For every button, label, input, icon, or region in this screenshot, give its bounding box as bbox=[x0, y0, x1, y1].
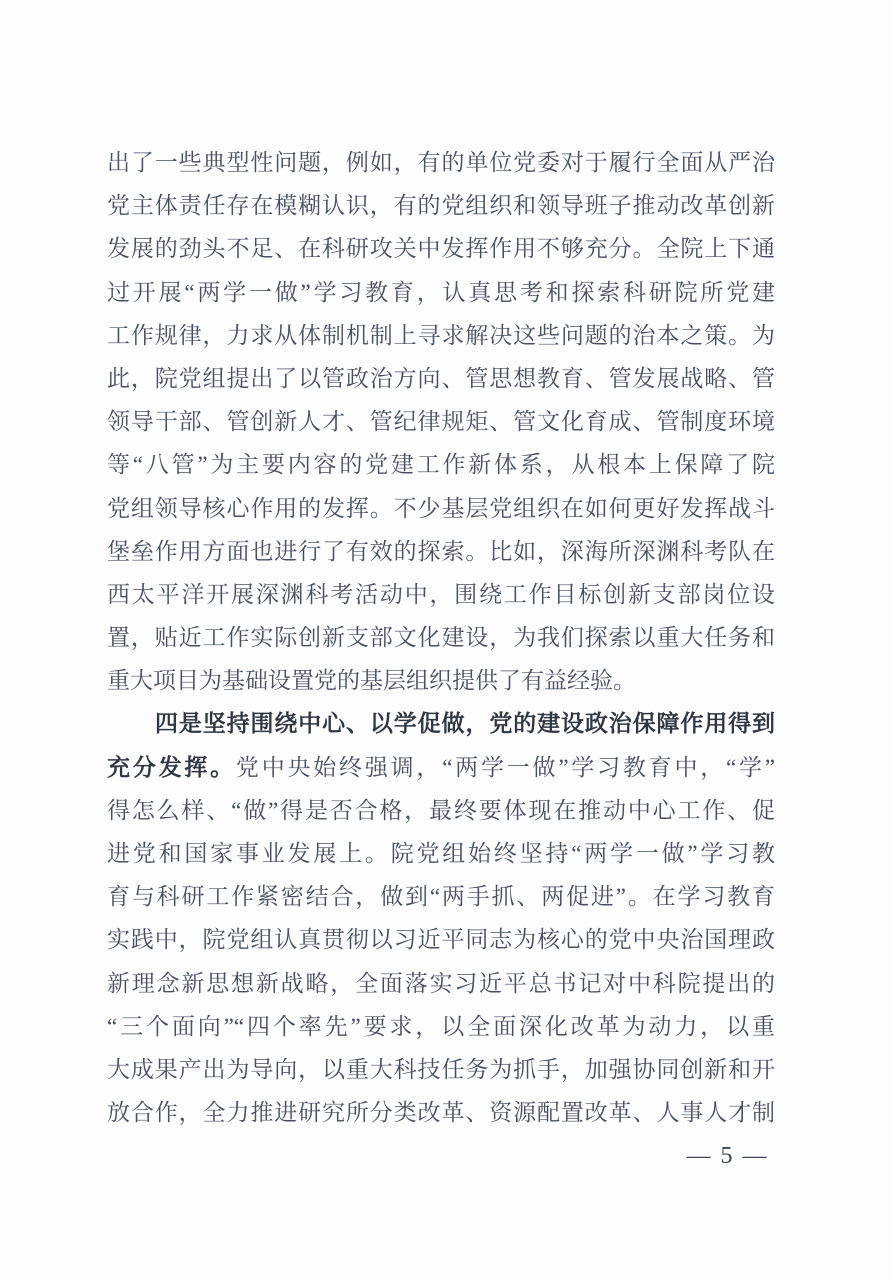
page-number: — 5 — bbox=[686, 1143, 769, 1169]
text-line bbox=[107, 616, 775, 659]
text-segment: 实践中，院党组认真贯彻以习近平同志为核心的党中央治国理政 bbox=[107, 927, 775, 953]
text-line bbox=[107, 832, 775, 875]
text-segment: 工作规律，力求从体制机制上寻求解决这些问题的治本之策。为 bbox=[107, 322, 775, 348]
text-line bbox=[107, 271, 775, 314]
text-line bbox=[107, 227, 775, 270]
text-segment: 放合作，全力推进研究所分类改革、资源配置改革、人事人才制 bbox=[107, 1100, 775, 1126]
text-line bbox=[107, 487, 775, 530]
text-line bbox=[107, 314, 775, 357]
text-segment: 大成果产出为导向，以重大科技任务为抓手，加强协同创新和开 bbox=[107, 1056, 775, 1082]
text-segment: 党组领导核心作用的发挥。不少基层党组织在如何更好发挥战斗 bbox=[107, 495, 775, 521]
text-line bbox=[107, 918, 775, 961]
text-segment: 出了一些典型性问题，例如，有的单位党委对于履行全面从严治 bbox=[107, 150, 775, 175]
text-segment: 党主体责任存在模糊认识，有的党组织和领导班子推动改革创新 bbox=[107, 193, 775, 219]
text-segment: 育与科研工作紧密结合，做到“两手抓、两促进”。在学习教育 bbox=[107, 884, 775, 910]
text-segment: 领导干部、管创新人才、管纪律规矩、管文化育成、管制度环境 bbox=[107, 409, 775, 435]
text-line bbox=[107, 141, 775, 184]
text-segment: “三个面向”“四个率先”要求，以全面深化改革为动力，以重 bbox=[107, 1013, 775, 1039]
text-line bbox=[107, 659, 775, 702]
text-block bbox=[107, 141, 775, 1134]
text-line bbox=[107, 1048, 775, 1091]
text-line bbox=[107, 573, 775, 616]
text-line bbox=[107, 357, 775, 400]
text-line bbox=[107, 400, 775, 443]
text-line bbox=[107, 443, 775, 486]
text-line bbox=[107, 1091, 775, 1134]
text-line bbox=[107, 702, 775, 745]
text-segment: 此，院党组提出了以管政治方向、管思想教育、管发展战略、管 bbox=[107, 365, 775, 391]
text-segment: 得怎么样、“做”得是否合格，最终要体现在推动中心工作、促 bbox=[107, 797, 775, 823]
text-segment: 西太平洋开展深渊科考活动中，围绕工作目标创新支部岗位设 bbox=[107, 581, 775, 607]
text-segment: 过开展“两学一做”学习教育，认真思考和探索科研院所党建 bbox=[107, 279, 775, 305]
text-line bbox=[107, 746, 775, 789]
text-segment: 堡垒作用方面也进行了有效的探索。比如，深海所深渊科考队在 bbox=[107, 538, 775, 564]
text-segment: 进党和国家事业发展上。院党组始终坚持“两学一做”学习教 bbox=[107, 841, 775, 866]
text-line bbox=[107, 1005, 775, 1048]
text-segment: 发展的劲头不足、在科研攻关中发挥作用不够充分。全院上下通 bbox=[107, 236, 775, 262]
text-line bbox=[107, 184, 775, 227]
text-line bbox=[107, 875, 775, 918]
text-segment: 重大项目为基础设置党的基层组织提供了有益经验。 bbox=[107, 668, 636, 694]
text-line bbox=[107, 789, 775, 832]
text-line bbox=[107, 530, 775, 573]
bold-text-segment: 四是坚持围绕中心、以学促做，党的建设政治保障作用得到 bbox=[155, 710, 775, 737]
text-segment: 新理念新思想新战略，全面落实习近平总书记对中科院提出的 bbox=[107, 970, 775, 996]
text-segment: 置，贴近工作实际创新支部文化建设，为我们探索以重大任务和 bbox=[107, 625, 775, 651]
text-line bbox=[107, 962, 775, 1005]
text-segment: 等“八管”为主要内容的党建工作新体系，从根本上保障了院 bbox=[107, 452, 775, 478]
bold-text-segment: 充分发挥。 bbox=[107, 753, 236, 780]
text-segment: 党中央始终强调，“两学一做”学习教育中，“学” bbox=[235, 754, 775, 780]
